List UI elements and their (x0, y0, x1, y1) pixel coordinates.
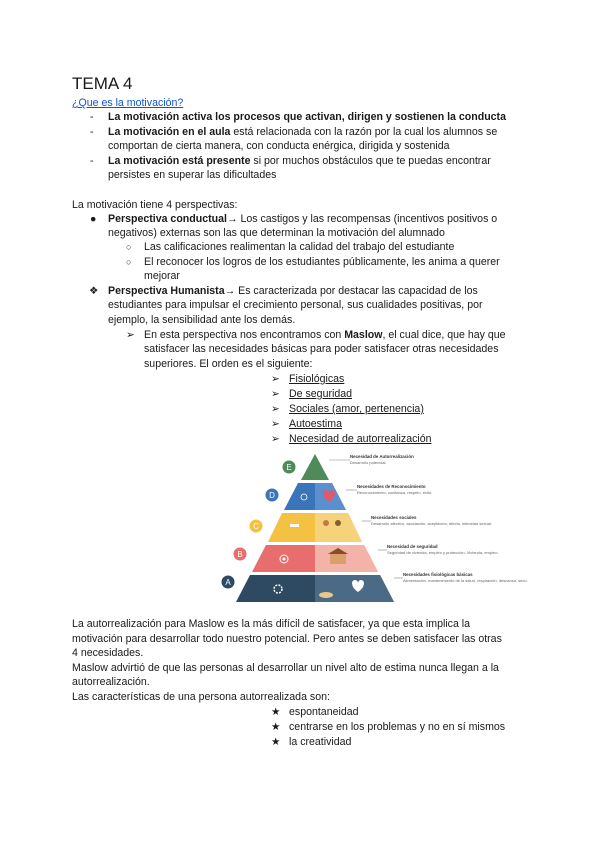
caption-title-d: Necesidades de Reconocimiento (357, 484, 426, 489)
maslow-line-1: En esta perspectiva nos encontramos con Maslow, el cual dice, que hay que (144, 329, 506, 341)
pyramid-letter-a: A (225, 578, 231, 587)
pyramid-letter-b: B (237, 550, 243, 559)
maslow-line-2: satisfacer las necesidades básicas para poder satisfacer otras necesidades (144, 343, 499, 355)
people-icon (290, 524, 299, 527)
caption-title-c: Necesidades sociales (371, 515, 417, 520)
humanista-line-3: ejemplo, la sensibilidad ante los demás. (108, 314, 296, 326)
arrow-bullet: ➢ (271, 403, 280, 415)
para-3: Las características de una persona autorrealizada son: (72, 691, 330, 703)
level-item: Necesidad de autorrealización (289, 433, 432, 445)
person-icon (335, 520, 341, 526)
conductual-sub-1: Las calificaciones realimentan la calidad del trabajo del estudiante (144, 241, 455, 253)
conductual-sub-2: El reconocer los logros de los estudiantes públicamente, les anima a querer (144, 256, 500, 268)
caption-title-a: Necesidades fisiológicas básicas (403, 572, 473, 577)
circle-bullet: ○ (126, 242, 132, 252)
caption-desc-a: Alimentación, mantenimiento de la salud, respiración, descanso, sexo. (403, 578, 528, 583)
dash-bullet: - (90, 126, 94, 138)
disc-bullet: ● (90, 213, 97, 225)
para-1-line-3: 4 necesidades. (72, 647, 144, 659)
conductual-line-1: Perspectiva conductual→ Los castigos y las recompensas (incentivos positivos o (108, 213, 498, 225)
person-icon (323, 520, 329, 526)
arrow-bullet: ➢ (271, 388, 280, 400)
trait-item: centrarse en los problemas y no en sí mismos (289, 721, 506, 733)
level-item: Fisiológicas (289, 373, 345, 385)
pyramid-letter-e: E (286, 463, 292, 472)
level-item: De seguridad (289, 388, 353, 400)
caption-title-b: Necesidad de seguridad (387, 544, 438, 549)
pyramid-level-b-right (315, 545, 378, 572)
arrow-bullet: ➢ (126, 329, 135, 341)
caption-desc-b: Seguridad de vivienda, empleo y protección. Vivienda, empleo. (387, 550, 499, 555)
diamond-bullet: ❖ (89, 285, 99, 297)
level-item: Sociales (amor, pertenencia) (289, 403, 424, 415)
pyramid-level-c-right (315, 513, 362, 542)
arrow-bullet: ➢ (271, 418, 280, 430)
arrow-bullet: ➢ (271, 373, 280, 385)
star-bullet: ★ (271, 736, 281, 748)
star-bullet: ★ (271, 721, 281, 733)
pyramid-level-e (301, 454, 329, 480)
caption-desc-d: Reconocimiento, confianza, respeto, éxito. (357, 490, 433, 495)
humanista-line-1: Perspectiva Humanista→ Es caracterizada por destacar las capacidad de los (108, 285, 478, 297)
caption-title-e: Necesidad de Autorrealización (350, 454, 414, 459)
pyramid-letter-d: D (269, 491, 275, 500)
page-title: TEMA 4 (72, 74, 133, 93)
humanista-line-2: estudiantes para impulsar el crecimiento personal, sus cualidades positivas, por (108, 299, 483, 311)
arrow-bullet: ➢ (271, 433, 280, 445)
definition-3: La motivación está presente si por muchos obstáculos que te puedas encontrar (108, 155, 491, 167)
para-2-line-2: autorrealización. (72, 676, 150, 688)
conductual-line-2: negativos) externas son las que determinan la motivación del alumnado (108, 227, 445, 239)
definition-2: La motivación en el aula está relacionada con la razón por la cual los alumnos se (108, 126, 498, 138)
circle-bullet: ○ (126, 257, 132, 267)
star-bullet: ★ (271, 706, 281, 718)
caption-desc-e: Desarrollo potencial. (350, 460, 387, 465)
caption-desc-c: Desarrollo afectivo, asociación, aceptación, afecto, intimidad sexual. (371, 521, 492, 526)
trait-item: espontaneidad (289, 706, 359, 718)
food-icon (319, 592, 333, 598)
para-1-line-1: La autorrealización para Maslow es la más difícil de satisfacer, ya que esta implica la (72, 618, 471, 630)
definition-2-cont: comportan de cierta manera, con conducta enérgica, dirigida y sostenida (108, 140, 450, 152)
perspectives-intro: La motivación tiene 4 perspectivas: (72, 199, 238, 211)
dash-bullet: - (90, 155, 94, 167)
conductual-sub-2-cont: mejorar (144, 270, 180, 282)
definition-1: La motivación activa los procesos que activan, dirigen y sostienen la conducta (108, 111, 506, 123)
dash-bullet: - (90, 111, 94, 123)
maslow-line-3: superiores. El orden es el siguiente: (144, 358, 313, 370)
question-heading[interactable]: ¿Que es la motivación? (72, 97, 184, 109)
level-item: Autoestima (289, 418, 342, 430)
pyramid-letter-c: C (253, 522, 259, 531)
maslow-pyramid-figure (222, 450, 528, 606)
trait-item: la creatividad (289, 736, 352, 748)
para-2-line-1: Maslow advirtió de que las personas al desarrollar un nivel alto de estima nunca llegan a la (72, 662, 499, 674)
para-1-line-2: motivación para desarrollar todo nuestro potencial. Pero antes se deben satisfacer las otras (72, 633, 502, 645)
definition-3-cont: persistes en superar las dificultades (108, 169, 277, 181)
